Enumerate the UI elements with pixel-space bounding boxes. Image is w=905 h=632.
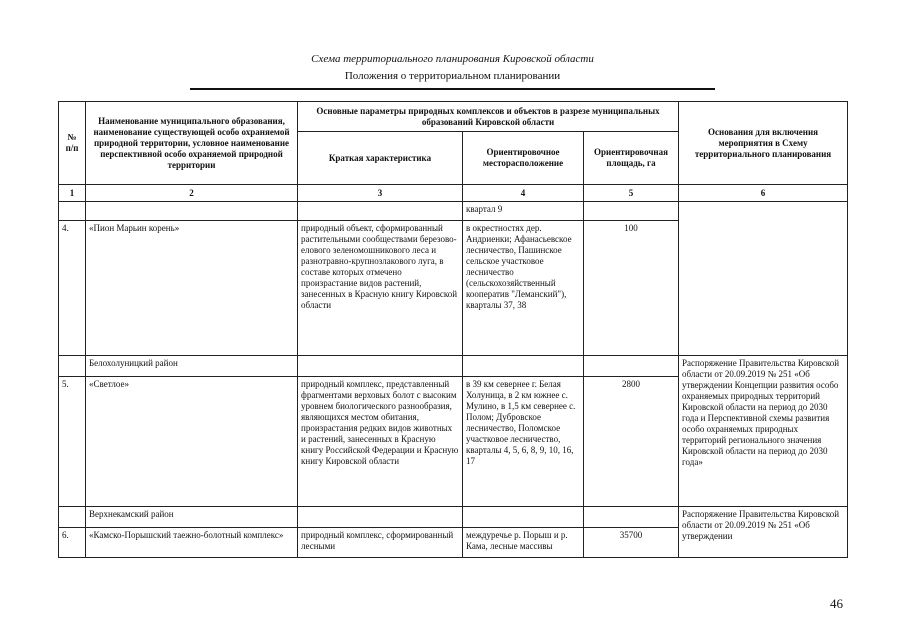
col-header-basis: Основания для включения мероприятия в Схему территориального планирования <box>679 102 848 185</box>
col-number: 4 <box>463 185 584 202</box>
col-header-loc: Ориентировочное месторасположение <box>463 132 584 185</box>
planning-table <box>58 101 848 558</box>
document-subtitle: Положения о территориальном планировании <box>344 70 561 82</box>
cell-characteristic: природный объект, сформированный растительными сообществами березово-елового зеленомошникового леса и разнотравно-крупнозлакового луга, в составе которых отмечено произрастание видов растений, занесенных в Красную книгу Кировской области <box>298 221 463 356</box>
cell-characteristic: природный комплекс, сформированный лесными <box>298 528 463 558</box>
section-title: Верхнекамский район <box>86 507 298 528</box>
cell-location: в 39 км севернее г. Белая Холуница, в 2 км южнее с. Мулино, в 1,5 км севернее с. Полом; Дубровское лесничество, Поломское участковое лесничество, кварталы 4, 5, 6, 8, 9, 10, 16, 17 <box>463 377 584 507</box>
col-number: 1 <box>59 185 86 202</box>
cell-area: 100 <box>584 221 679 356</box>
section-row <box>59 356 848 377</box>
col-number: 2 <box>86 185 298 202</box>
header-rule <box>190 88 715 90</box>
cell-basis: Распоряжение Правительства Кировской области от 20.09.2019 № 251 «Об утверждении <box>679 507 848 558</box>
col-number: 6 <box>679 185 848 202</box>
table-row-continuation <box>59 202 848 221</box>
col-header-no: № п/п <box>59 102 86 185</box>
col-header-name: Наименование муниципального образования, наименование существующей особо охраняемой природной территории, условное наименование перспективной особо охраняемой природной территории <box>86 102 298 185</box>
cell-name: «Светлое» <box>86 377 298 507</box>
cell-number: 5. <box>59 377 86 507</box>
col-header-area: Ориентировочная площадь, га <box>584 132 679 185</box>
cell-basis: Распоряжение Правительства Кировской области от 20.09.2019 № 251 «Об утверждении Концепции развития особо охраняемых природных территорий Кировской области на период до 2030 года и Перспективной схемы развития особо охраняемых природных территорий регионального значения Кировской области на период до 2030 года» <box>679 356 848 507</box>
cell-location: в окрестностях дер. Андриенки; Афанасьевское лесничество, Пашинское сельское участковое лесничество (сельскохозяйственный кооператив "Леманский"), кварталы 37, 38 <box>463 221 584 356</box>
section-title: Белохолуницкий район <box>86 356 298 377</box>
cell-area: 35700 <box>584 528 679 558</box>
cell-number: 4. <box>59 221 86 356</box>
col-number: 3 <box>298 185 463 202</box>
page-number: 46 <box>830 596 843 611</box>
col-number: 5 <box>584 185 679 202</box>
col-header-char: Краткая характеристика <box>298 132 463 185</box>
cell-area: 2800 <box>584 377 679 507</box>
cell-name: «Пион Марьин корень» <box>86 221 298 356</box>
col-header-params: Основные параметры природных комплексов и объектов в разрезе муниципальных образований Кировской области <box>298 102 679 132</box>
cell-number: 6. <box>59 528 86 558</box>
column-number-row <box>59 185 848 202</box>
cell-location: междуречье р. Порыш и р. Кама, лесные массивы <box>463 528 584 558</box>
cell-name: «Камско-Порышский таежно-болотный комплекс» <box>86 528 298 558</box>
cell-location: квартал 9 <box>463 202 584 221</box>
cell-characteristic: природный комплекс, представленный фрагментами верховых болот с высоким уровнем биологического разнообразия, являющихся местом обитания, произрастания редких видов животных и растений, занесенных в Красную книгу Российской Федерации и Красную книгу Кировской области <box>298 377 463 507</box>
document-title: Схема территориального планирования Кировской области <box>311 53 594 65</box>
section-row <box>59 507 848 528</box>
